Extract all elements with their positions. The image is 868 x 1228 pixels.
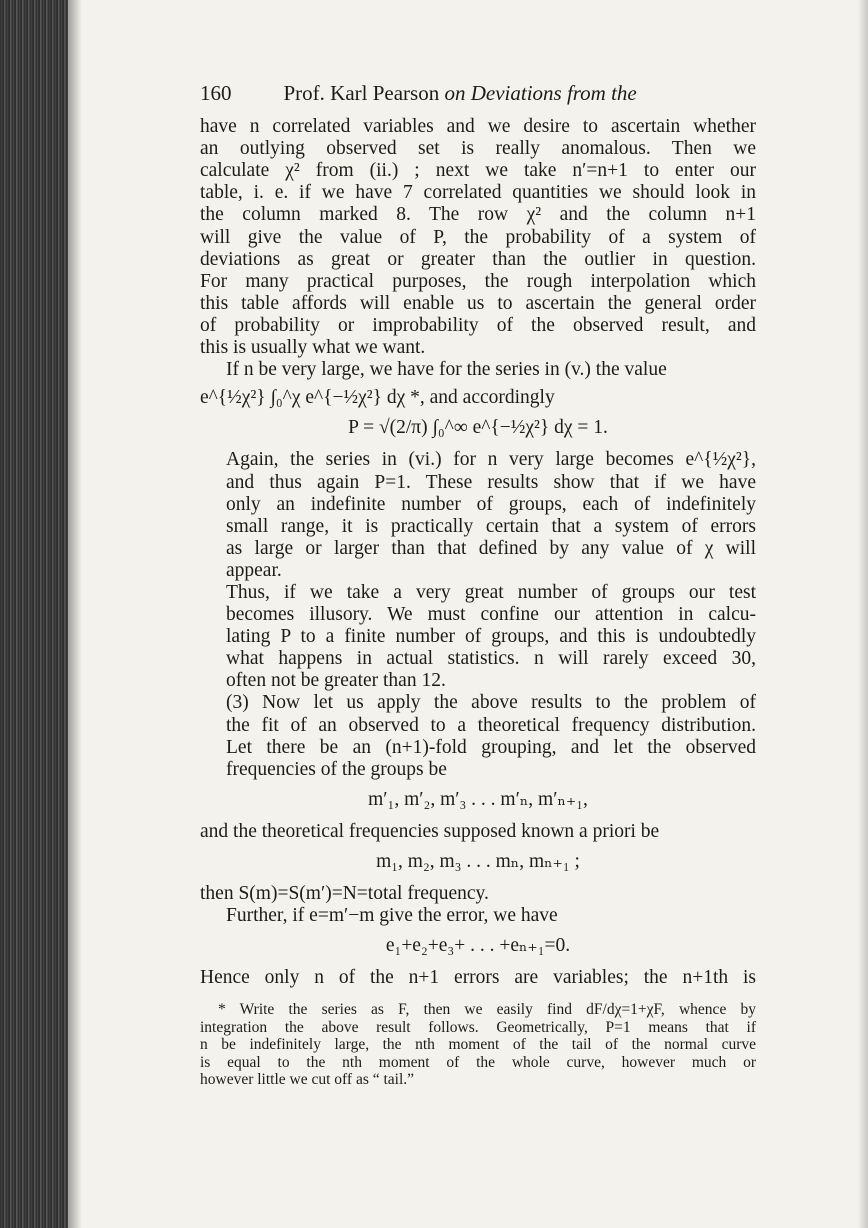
running-title-italic: on Deviations from the	[444, 81, 637, 105]
text-line: Let there be an (n+1)-fold grouping, and let the observed	[226, 736, 756, 758]
text-line: Hence only n of the n+1 errors are variables; the n+1th is	[200, 967, 756, 989]
paragraph-1	[200, 116, 756, 359]
running-title-author: Prof. Karl Pearson	[283, 81, 440, 105]
footnote-line: n be indefinitely large, the nth moment of the tail of the normal curve	[200, 1036, 756, 1054]
text-line: of probability or improbability of the observed result, and	[200, 314, 756, 336]
text-line: then S(m)=S(m′)=N=total frequency.	[200, 883, 489, 905]
footnote-line: however little we cut off as “ tail.”	[200, 1071, 415, 1089]
footnote-line: is equal to the nth moment of the whole curve, however much or	[200, 1053, 756, 1071]
equation-observed-frequencies: m′₁, m′₂, m′₃ . . . m′ₙ, m′ₙ₊₁,	[368, 788, 588, 810]
running-header	[200, 82, 756, 104]
page-number: 160	[200, 81, 232, 105]
text-line: becomes illusory. We must confine our attention in calcu-	[226, 604, 756, 626]
text-line: small range, it is practically certain that a system of errors	[226, 515, 756, 537]
paragraph-8	[200, 905, 756, 927]
text-line: only an indefinite number of groups, each of indefinitely	[226, 493, 756, 515]
paragraph-2	[200, 359, 756, 381]
text-line: often not be greater than 12.	[226, 670, 446, 692]
text-line: as large or larger than that defined by any value of χ will	[226, 537, 756, 559]
text-line: table, i. e. if we have 7 correlated quantities we should look in	[200, 182, 756, 204]
paragraph-3	[200, 449, 756, 582]
text-line: lating P to a finite number of groups, and this is undoubtedly	[226, 626, 756, 648]
text-line: Thus, if we take a very great number of groups our test	[226, 581, 756, 603]
text-line: an outlying observed set is really anomalous. Then we	[200, 138, 756, 160]
text-line: Further, if e=m′−m give the error, we have	[226, 905, 558, 927]
text-line: this is usually what we want.	[200, 337, 426, 359]
binding-shadow	[68, 0, 82, 1228]
text-line: deviations as great or greater than the outlier in question.	[200, 248, 756, 270]
text-line: frequencies of the groups be	[226, 758, 447, 780]
text-line: have n correlated variables and we desire to ascertain whether	[200, 116, 756, 138]
book-binding	[0, 0, 68, 1228]
running-title	[284, 82, 637, 104]
page-content	[200, 82, 756, 1089]
paragraph-9	[200, 967, 756, 989]
paragraph-6	[200, 821, 756, 843]
paragraph-4	[200, 582, 756, 692]
footnote	[200, 1001, 756, 1089]
paragraph-7	[200, 883, 756, 905]
footnote-line: * Write the series as F, then we easily find dF/dχ=1+χF, whence by	[218, 1001, 756, 1019]
page-edge-shadow	[858, 0, 868, 1228]
footnote-line: integration the above result follows. Geometrically, P=1 means that if	[200, 1018, 756, 1036]
text-line: calculate χ² from (ii.) ; next we take n′=n+1 to enter our	[200, 160, 756, 182]
text-line: (3) Now let us apply the above results to the problem of	[226, 692, 756, 714]
equation-integral: e^{½χ²} ∫₀^χ e^{−½χ²} dχ *, and accordingly	[200, 387, 555, 409]
equation-theoretical-frequencies: m₁, m₂, m₃ . . . mₙ, mₙ₊₁ ;	[376, 851, 580, 872]
text-line: and the theoretical frequencies supposed known a priori be	[200, 820, 660, 842]
text-line: For many practical purposes, the rough interpolation which	[200, 270, 756, 292]
equation-error-sum: e₁+e₂+e₃+ . . . +eₙ₊₁=0.	[385, 935, 571, 957]
text-line: what happens in actual statistics. n will rarely exceed 30,	[226, 648, 756, 670]
paragraph-5	[200, 692, 756, 780]
text-line: this table affords will enable us to ascertain the general order	[200, 292, 756, 314]
text-line: If n be very large, we have for the series in (v.) the value	[226, 359, 667, 381]
equation-p-integral: P = √(2/π) ∫₀^∞ e^{−½χ²} dχ = 1.	[348, 417, 608, 439]
text-line: and thus again P=1. These results show that if we have	[226, 471, 756, 493]
text-line: appear.	[226, 559, 282, 581]
text-line: the fit of an observed to a theoretical frequency distribution.	[226, 714, 756, 736]
text-line: Again, the series in (vi.) for n very large becomes e^{½χ²},	[226, 449, 756, 471]
text-line: the column marked 8. The row χ² and the column n+1	[200, 204, 756, 226]
text-line: will give the value of P, the probability of a system of	[200, 226, 756, 248]
